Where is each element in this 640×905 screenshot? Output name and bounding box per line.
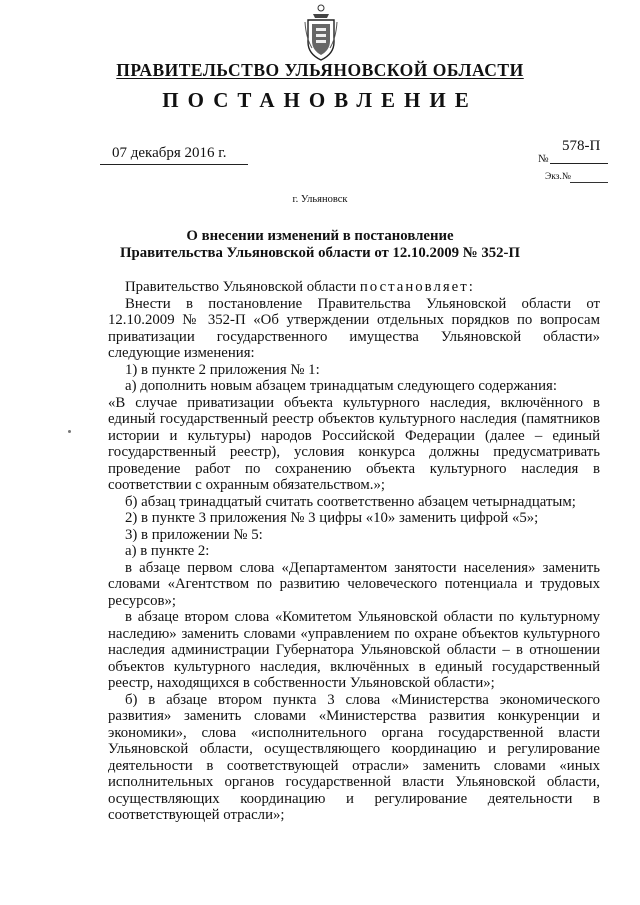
- paragraph: 1) в пункте 2 приложения № 1:: [125, 361, 320, 378]
- paragraph-text: Правительство Ульяновской области: [125, 279, 357, 295]
- heading-line-2: Правительства Ульяновской области от 12.10.2009 № 352-П: [120, 245, 520, 261]
- paragraph: в абзаце первом слова «Департаментом занятости населения» заменить словами «Агентством по развитию человеческого потенциала и трудовых ресурсов»;: [108, 559, 600, 609]
- city: г. Ульяновск: [292, 194, 348, 205]
- number-sign: №: [538, 153, 549, 165]
- paragraph: в абзаце втором слова «Комитетом Ульяновской области по культурному наследию» заменить словами «управлением по охране объектов культурного наследия администрации Губернатора Ульяновской области – в отношении объектов культурного наследия, включённых в единый государственный реестр, находящихся в собственности Ульяновской области»;: [108, 609, 600, 691]
- document-date: 07 декабря 2016 г.: [112, 145, 227, 161]
- paragraph: 2) в пункте 3 приложения № 3 цифры «10» заменить цифрой «5»;: [125, 510, 539, 526]
- coat-of-arms-icon: [304, 4, 338, 62]
- heading-line-1: О внесении изменений в постановление: [186, 228, 454, 244]
- paragraph: 3) в приложении № 5:: [125, 526, 263, 543]
- document-number: 578-П: [562, 138, 601, 154]
- paragraph: б) в абзаце втором пункта 3 слова «Министерства экономического развития» заменить словами «Министерства развития конкуренции и экономики», слова «исполнительного органа государственной власти Ульяновской области, осуществляющего координацию и регулирование деятельности в соответствующей отрасли» заменить словами «иных исполнительных органов государственной власти Ульяновской области, осуществляющих координацию и регулирование деятельности в соответствующей отрасли»;: [108, 691, 600, 823]
- paragraph: Внести в постановление Правительства Ульяновской области от 12.10.2009 № 352-П «Об утверждении отдельных порядков по вопросам приватизации государственного имущества Ульяновской области» следующие изменения:: [108, 295, 600, 361]
- document-body: [108, 279, 600, 824]
- document-type: ПОСТАНОВЛЕНИЕ: [162, 88, 478, 112]
- document-heading: [90, 228, 550, 262]
- scan-mark: [68, 430, 71, 433]
- decree-word: постановляет:: [359, 279, 475, 295]
- copy-number-underline: [570, 182, 608, 183]
- date-underline: [100, 164, 248, 165]
- paragraph: а) дополнить новым абзацем тринадцатым следующего содержания:: [125, 378, 557, 394]
- government-title: ПРАВИТЕЛЬСТВО УЛЬЯНОВСКОЙ ОБЛАСТИ: [116, 60, 524, 80]
- copy-number-label: Экз.№: [545, 172, 571, 182]
- number-underline: [550, 163, 608, 164]
- paragraph: [108, 279, 600, 296]
- paragraph: а) в пункте 2:: [125, 543, 210, 559]
- paragraph: б) абзац тринадцатый считать соответственно абзацем четырнадцатым;: [125, 493, 576, 510]
- paragraph: «В случае приватизации объекта культурного наследия, включённого в единый государственный реестр объектов культурного наследия (памятников истории и культуры) народов Российской Федерации (далее – единый государственный реестр), условия конкурса должны предусматривать проведение работ по сохранению объекта культурного наследия в соответствии с охранным обязательством.»;: [108, 394, 600, 493]
